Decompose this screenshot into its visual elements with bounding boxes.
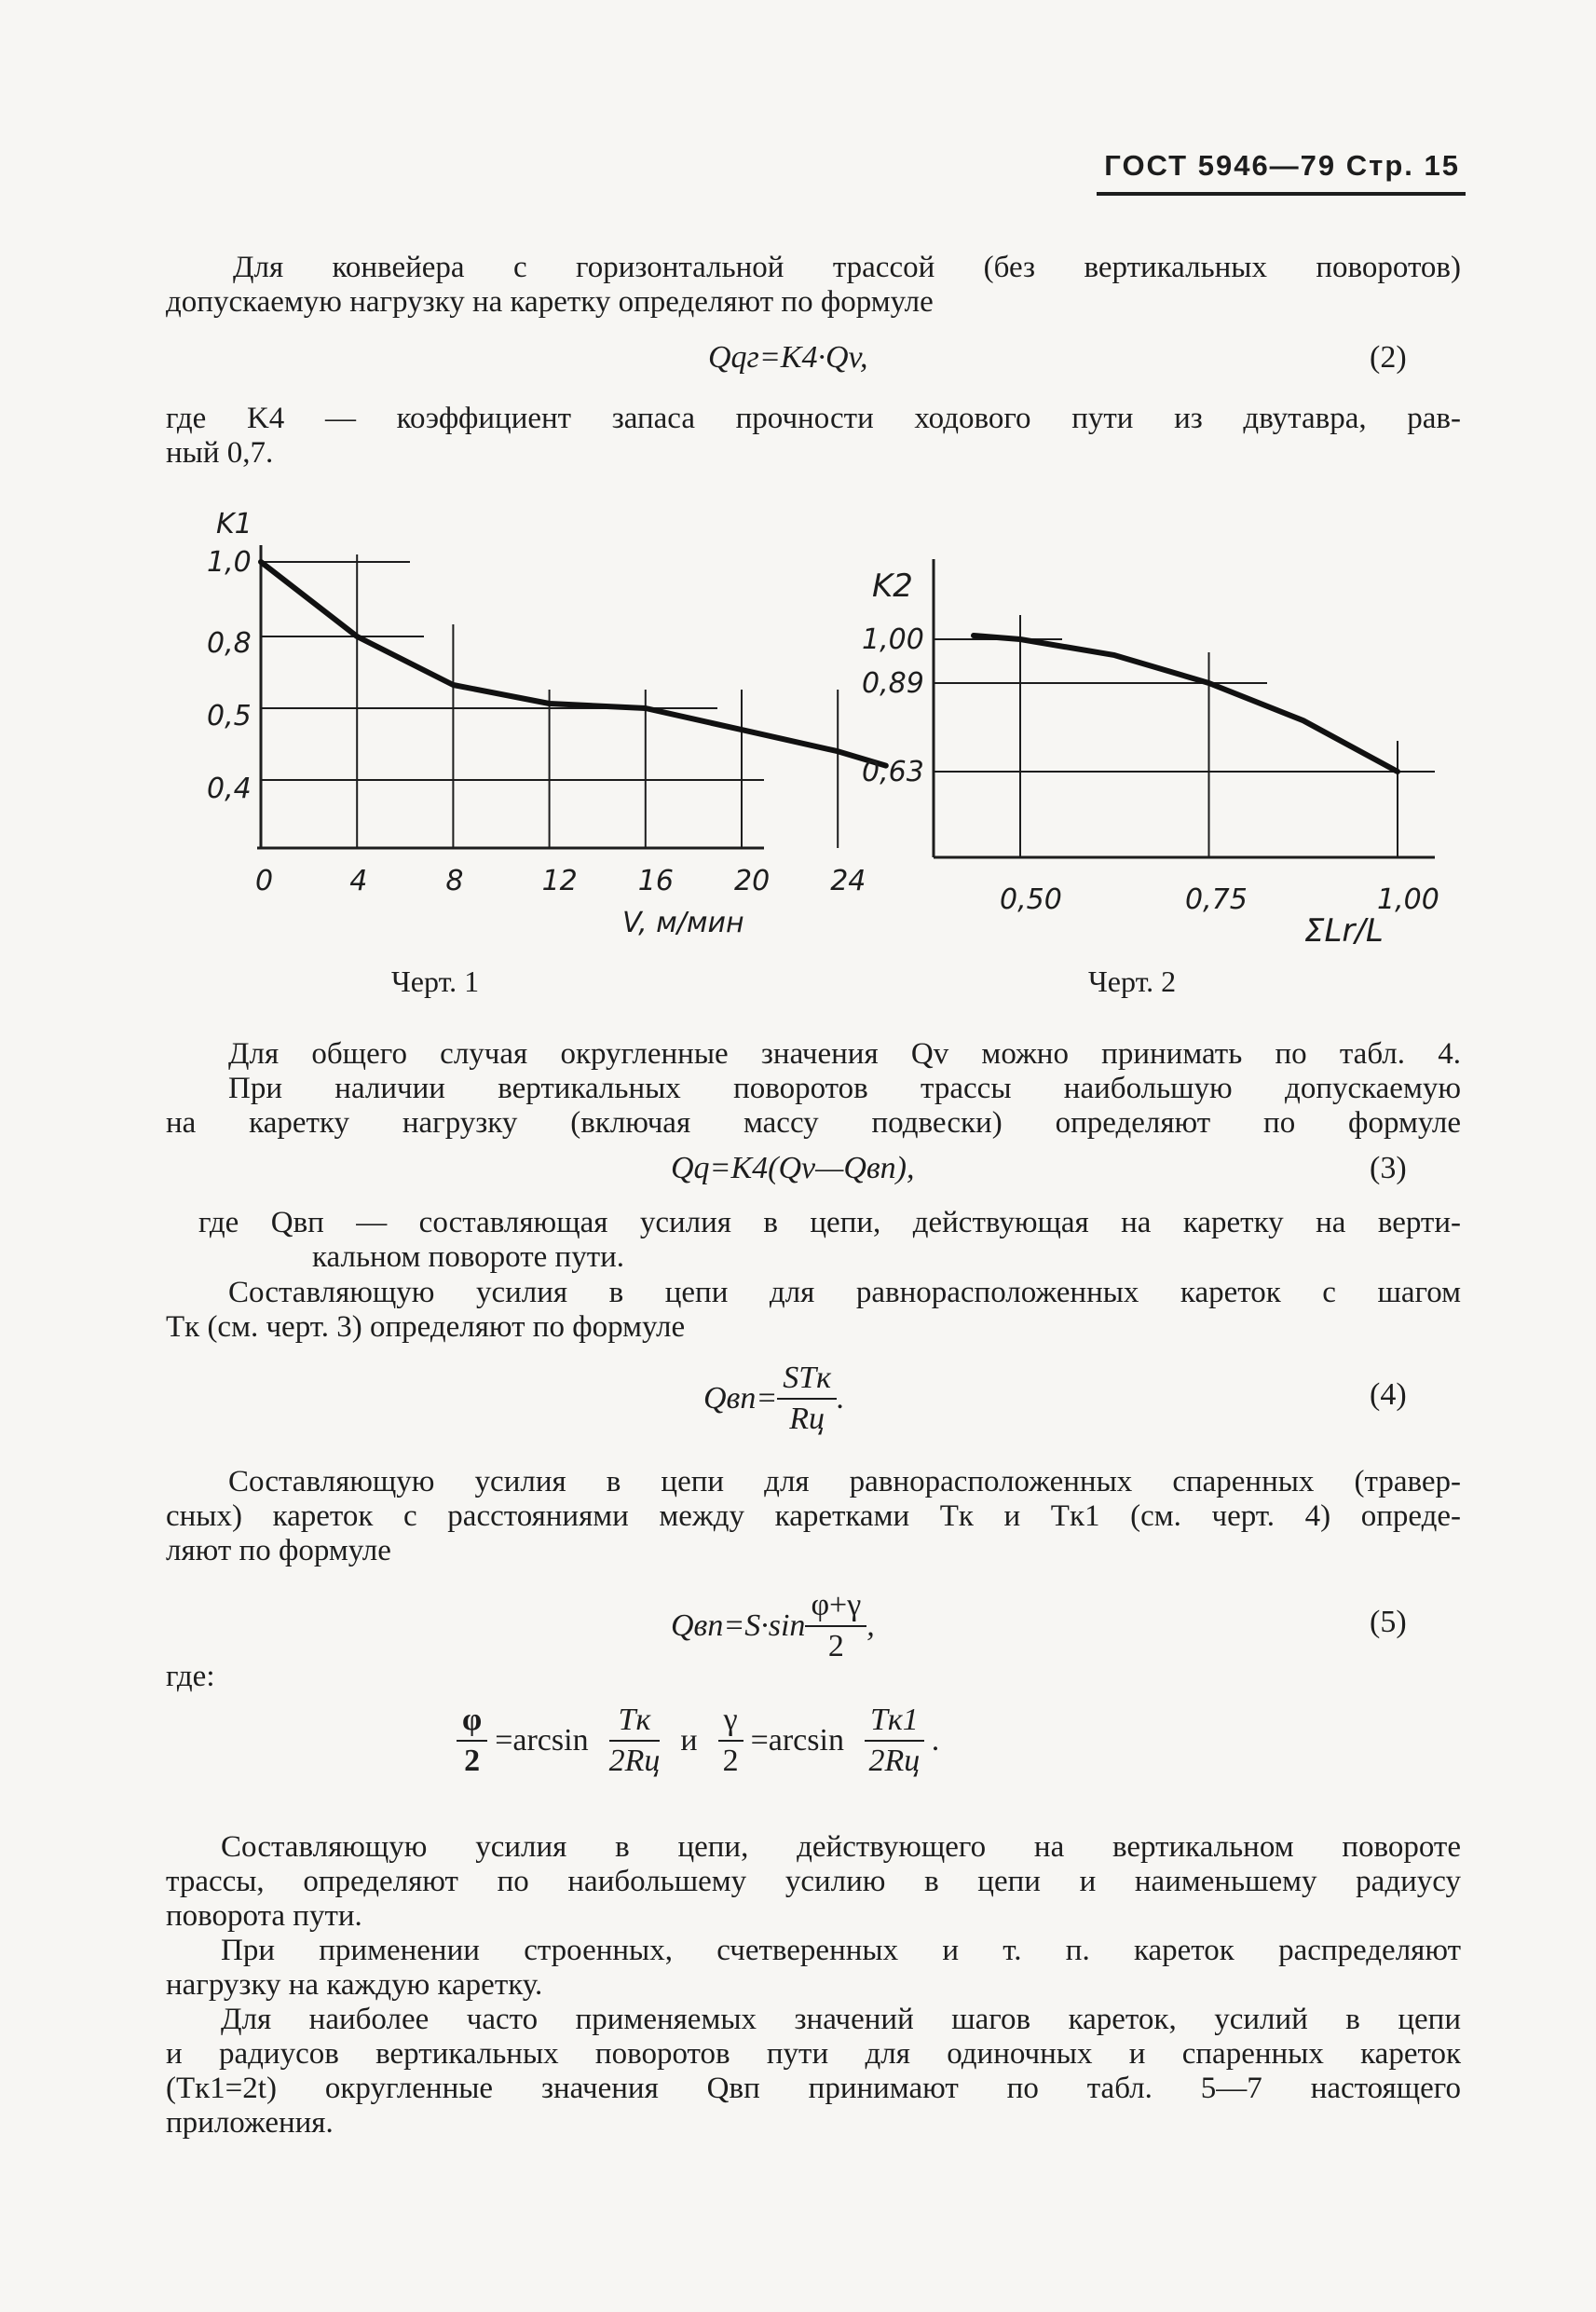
paragraph-5-line-2: Tк (см. черт. 3) определяют по формуле <box>166 1310 686 1344</box>
equation-3: Qq=K4(Qv—Qвп), <box>671 1151 915 1185</box>
equation-3-number: (3) <box>1370 1151 1407 1185</box>
paragraph-9-line-4: приложения. <box>166 2106 334 2140</box>
paragraph-9-line-1: Для наиболее часто применяемых значений шагов кареток, усилий в цепи <box>221 2003 1461 2036</box>
paragraph-5-line-1: Составляющую усилия в цепи для равнорасположенных кареток с шагом <box>228 1276 1461 1309</box>
page-header: ГОСТ 5946—79 Стр. 15 <box>1097 149 1466 196</box>
chart-2-y-label: K2 <box>872 568 913 605</box>
paragraph-7-line-2: трассы, определяют по наибольшему усилию в цепи и наименьшему радиусу <box>166 1865 1461 1898</box>
chart-1-x-tick: 8 <box>445 865 464 897</box>
equation-5-lhs: Qвп=S·sin <box>671 1608 806 1643</box>
paragraph-1-line-2: допускаемую нагрузку на каретку определяют по формуле <box>166 285 934 319</box>
equation-4: Qвп= $\frac{\text{STк}}{Rц}$ . <box>703 1359 845 1439</box>
paragraph-6-line-3: ляют по формуле <box>166 1534 391 1567</box>
equation-4-lhs: Qвп= <box>703 1381 778 1416</box>
where-label: где: <box>166 1660 215 1693</box>
equation-5-denominator: 2 <box>827 1629 844 1663</box>
chart-2-y-tick: 0,63 <box>862 756 924 788</box>
paragraph-7-line-1: Составляющую усилия в цепи, действующего на вертикальном повороте <box>221 1830 1461 1864</box>
equation-6-tk-num: Tк <box>609 1701 661 1742</box>
chart-2-x-tick: 0,75 <box>1185 883 1248 916</box>
chart-1-x-tick: 20 <box>734 865 771 897</box>
equation-6-gamma-num: γ <box>718 1701 743 1742</box>
paragraph-3-line-2: При наличии вертикальных поворотов трассы наибольшую допускаемую <box>228 1072 1461 1105</box>
chart-1-y-tick: 0,5 <box>207 700 252 732</box>
paragraph-6-line-2: сных) кареток с расстояниями между каретками Tк и Tк1 (см. черт. 4) опреде- <box>166 1499 1461 1533</box>
chart-1-y-tick: 0,8 <box>207 627 252 660</box>
chart-2-x-tick: 0,50 <box>1000 883 1062 916</box>
paragraph-3-line-1: Для общего случая округленные значения Qv можно принимать по табл. 4. <box>228 1037 1461 1071</box>
chart-2-series-line <box>974 636 1398 772</box>
chart-1-y-tick: 0,4 <box>207 773 252 805</box>
chart-1-x-tick: 4 <box>349 865 368 897</box>
equation-6-and: и <box>680 1723 698 1758</box>
paragraph-9-line-2: и радиусов вертикальных поворотов пути для одиночных и спаренных кареток <box>166 2037 1461 2071</box>
equation-6-arcsin-1: =arcsin <box>495 1723 589 1758</box>
chart-1-y-label: K1 <box>216 508 252 540</box>
chart-1-x-label: V, м/мин <box>622 907 744 939</box>
equation-6: $\frac{\varphi}{2}$ =arcsin $\frac{Tк}{2Rц}$ и $\frac{\gamma}{2}$ =arcsin $\frac{Tк1}{2Rц}$ . <box>457 1701 939 1781</box>
equation-6-phi-den: 2 <box>464 1744 481 1778</box>
paragraph-1-line-1: Для конвейера с горизонтальной трассой (без вертикальных поворотов) <box>233 251 1461 284</box>
paragraph-8-line-2: нагрузку на каждую каретку. <box>166 1968 543 2002</box>
chart-1-x-tick: 0 <box>255 865 274 897</box>
paragraph-8-line-1: При применении строенных, счетверенных и т. п. кареток распределяют <box>221 1934 1461 1967</box>
paragraph-4-line-1: где Qвп — составляющая усилия в цепи, действующая на каретку на верти- <box>198 1206 1461 1239</box>
equation-5-number: (5) <box>1370 1605 1407 1639</box>
paragraph-6-line-1: Составляющую усилия в цепи для равнорасположенных спаренных (травер- <box>228 1465 1461 1498</box>
equation-5: Qвп=S·sin $\frac{\varphi+\gamma}{2}$ , <box>671 1586 875 1666</box>
chart-2-x-tick: 1,00 <box>1377 883 1439 916</box>
chart-2-y-tick: 0,89 <box>862 667 924 700</box>
equation-6-arcsin-2: =arcsin <box>750 1723 844 1758</box>
equation-6-phi-num: φ <box>457 1701 487 1742</box>
equation-6-tk1-den: 2Rц <box>868 1744 921 1778</box>
chart-1-x-tick: 12 <box>541 865 578 897</box>
paragraph-2-line-1: где K4 — коэффициент запаса прочности ходового пути из двутавра, рав- <box>166 402 1461 435</box>
paragraph-9-line-3: (Tк1=2t) округленные значения Qвп принимают по табл. 5—7 настоящего <box>166 2072 1461 2105</box>
chart-1-caption: Черт. 1 <box>391 964 480 998</box>
chart-2-x-label: ΣLr/L <box>1304 912 1384 950</box>
chart-2 <box>0 0 1596 1025</box>
chart-1-x-tick: 24 <box>830 865 866 897</box>
equation-6-tk1-num: Tк1 <box>865 1701 924 1742</box>
equation-4-numerator: STк <box>777 1359 837 1400</box>
paragraph-4-line-2: кальном повороте пути. <box>312 1240 625 1274</box>
equation-6-tk-den: 2Rц <box>608 1744 661 1778</box>
equation-2: Qqг=K4·Qv, <box>708 340 868 375</box>
paragraph-7-line-3: поворота пути. <box>166 1899 362 1933</box>
chart-1-y-tick: 1,0 <box>207 546 252 579</box>
chart-2-y-tick: 1,00 <box>862 623 924 656</box>
paragraph-2-line-2: ный 0,7. <box>166 436 274 470</box>
equation-5-numerator: φ+γ <box>805 1586 866 1627</box>
equation-4-denominator: Rц <box>789 1402 825 1436</box>
equation-4-number: (4) <box>1370 1377 1407 1412</box>
paragraph-3-line-3: на каретку нагрузку (включая массу подвески) определяют по формуле <box>166 1106 1461 1140</box>
equation-2-number: (2) <box>1370 340 1407 375</box>
chart-1-x-tick: 16 <box>637 865 674 897</box>
chart-2-caption: Черт. 2 <box>1088 964 1177 998</box>
equation-6-gamma-den: 2 <box>722 1744 739 1778</box>
